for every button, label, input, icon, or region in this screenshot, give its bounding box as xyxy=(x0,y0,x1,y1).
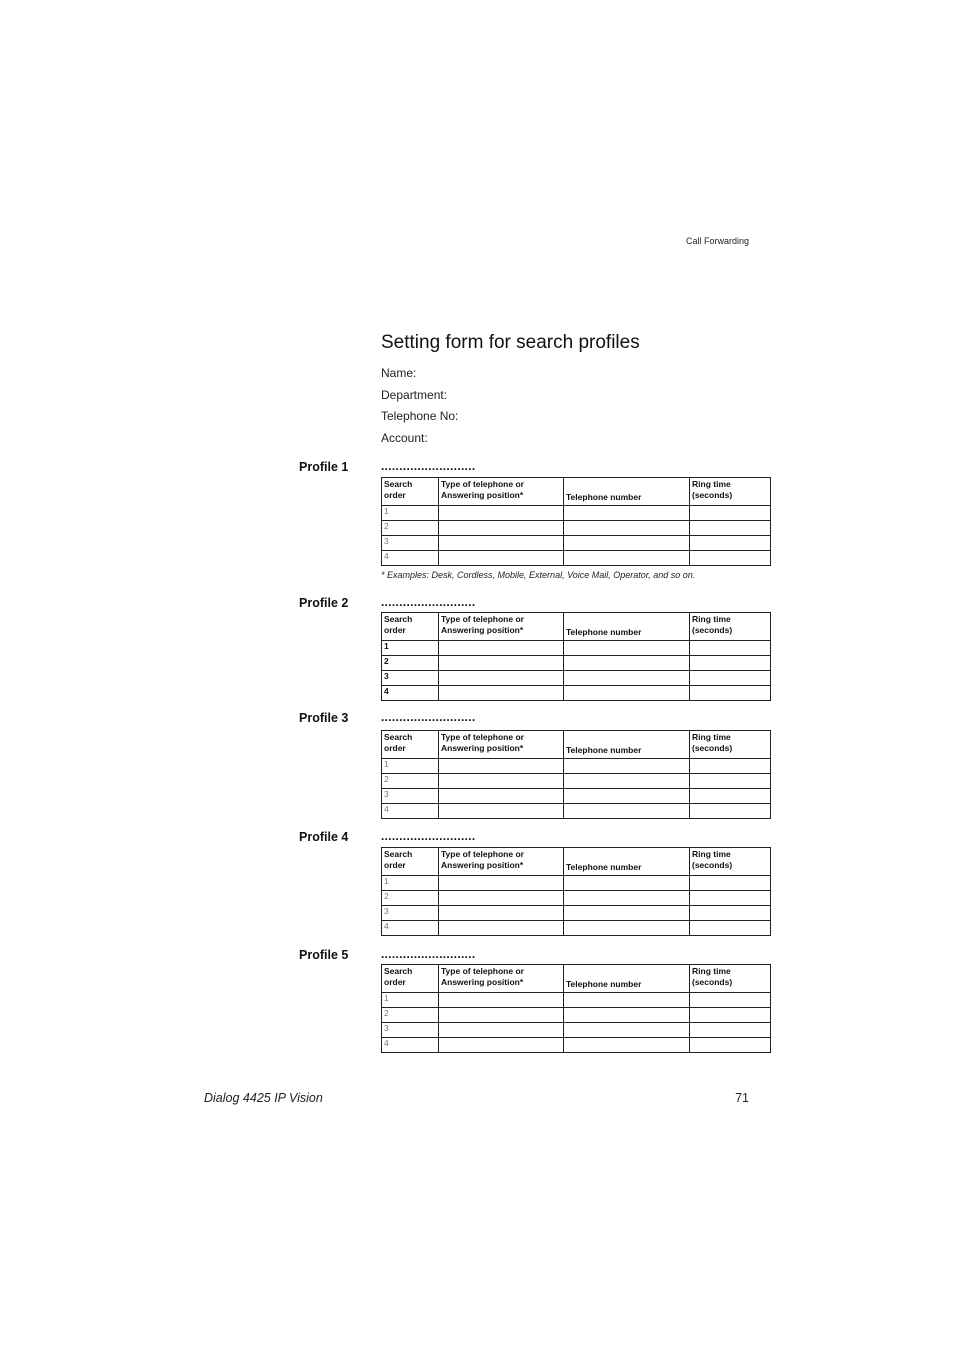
table-row xyxy=(382,506,771,521)
profile-1-label: Profile 1 xyxy=(299,460,349,474)
profile-3-table xyxy=(381,730,771,819)
ring-time-header: Ring time (seconds) xyxy=(690,478,771,506)
footer-product-name: Dialog 4425 IP Vision xyxy=(204,1091,323,1105)
row-number: 2 xyxy=(382,656,439,671)
footer-page-number: 71 xyxy=(735,1091,749,1105)
type-header: Type of telephone or Answering position* xyxy=(439,731,564,759)
telephone-cell[interactable] xyxy=(564,686,690,701)
row-number: 2 xyxy=(382,1008,439,1023)
table-row xyxy=(382,1038,771,1053)
table-row xyxy=(382,921,771,936)
table-row xyxy=(382,521,771,536)
row-number: 4 xyxy=(382,686,439,701)
type-cell[interactable] xyxy=(439,656,564,671)
row-number: 2 xyxy=(382,521,439,536)
telephone-number-header: Telephone number xyxy=(564,613,690,641)
table-header-row xyxy=(382,965,771,993)
ring-time-cell[interactable] xyxy=(690,789,771,804)
ring-time-cell[interactable] xyxy=(690,804,771,819)
telephone-cell[interactable] xyxy=(564,891,690,906)
type-header: Type of telephone or Answering position* xyxy=(439,848,564,876)
search-order-header: Search order xyxy=(382,848,439,876)
search-order-header: Search order xyxy=(382,731,439,759)
telephone-number-header: Telephone number xyxy=(564,965,690,993)
table-row xyxy=(382,656,771,671)
telephone-cell[interactable] xyxy=(564,506,690,521)
row-number: 1 xyxy=(382,506,439,521)
table-row xyxy=(382,891,771,906)
ring-time-cell[interactable] xyxy=(690,774,771,789)
row-number: 3 xyxy=(382,906,439,921)
ring-time-header: Ring time (seconds) xyxy=(690,965,771,993)
type-cell[interactable] xyxy=(439,891,564,906)
type-cell[interactable] xyxy=(439,506,564,521)
telephone-cell[interactable] xyxy=(564,774,690,789)
type-header: Type of telephone or Answering position* xyxy=(439,613,564,641)
type-cell[interactable] xyxy=(439,921,564,936)
table-row xyxy=(382,671,771,686)
row-number: 3 xyxy=(382,789,439,804)
footnote: * Examples: Desk, Cordless, Mobile, External, Voice Mail, Operator, and so on. xyxy=(381,570,696,580)
ring-time-cell[interactable] xyxy=(690,521,771,536)
row-number: 3 xyxy=(382,671,439,686)
ring-time-cell[interactable] xyxy=(690,1008,771,1023)
telephone-cell[interactable] xyxy=(564,671,690,686)
telephone-cell[interactable] xyxy=(564,1008,690,1023)
type-cell[interactable] xyxy=(439,789,564,804)
profile-2-table xyxy=(381,612,771,701)
type-cell[interactable] xyxy=(439,906,564,921)
type-header: Type of telephone or Answering position* xyxy=(439,478,564,506)
type-cell[interactable] xyxy=(439,759,564,774)
row-number: 4 xyxy=(382,921,439,936)
telephone-number-header: Telephone number xyxy=(564,731,690,759)
table-row xyxy=(382,774,771,789)
telephone-number-header: Telephone number xyxy=(564,478,690,506)
row-number: 1 xyxy=(382,759,439,774)
table-row xyxy=(382,551,771,566)
type-cell[interactable] xyxy=(439,521,564,536)
ring-time-cell[interactable] xyxy=(690,993,771,1008)
table-row xyxy=(382,641,771,656)
row-number: 1 xyxy=(382,641,439,656)
ring-time-cell[interactable] xyxy=(690,759,771,774)
profile-4-label: Profile 4 xyxy=(299,830,349,844)
telephone-cell[interactable] xyxy=(564,1023,690,1038)
telephone-cell[interactable] xyxy=(564,993,690,1008)
profile-3-label: Profile 3 xyxy=(299,711,349,725)
table-row xyxy=(382,759,771,774)
telephone-cell[interactable] xyxy=(564,641,690,656)
telephone-cell[interactable] xyxy=(564,759,690,774)
ring-time-cell[interactable] xyxy=(690,656,771,671)
type-cell[interactable] xyxy=(439,1008,564,1023)
ring-time-cell[interactable] xyxy=(690,641,771,656)
section-header: Call Forwarding xyxy=(685,236,749,246)
table-row xyxy=(382,536,771,551)
type-cell[interactable] xyxy=(439,876,564,891)
ring-time-cell[interactable] xyxy=(690,536,771,551)
account-field-label: Account: xyxy=(381,431,428,445)
search-order-header: Search order xyxy=(382,478,439,506)
ring-time-cell[interactable] xyxy=(690,686,771,701)
type-cell[interactable] xyxy=(439,536,564,551)
name-field-label: Name: xyxy=(381,366,417,380)
telephone-no-field-label: Telephone No: xyxy=(381,409,459,423)
telephone-cell[interactable] xyxy=(564,1038,690,1053)
table-row xyxy=(382,686,771,701)
ring-time-cell[interactable] xyxy=(690,1023,771,1038)
telephone-cell[interactable] xyxy=(564,521,690,536)
telephone-number-header: Telephone number xyxy=(564,848,690,876)
ring-time-cell[interactable] xyxy=(690,891,771,906)
table-header-row xyxy=(382,848,771,876)
table-row xyxy=(382,1008,771,1023)
table-row xyxy=(382,1023,771,1038)
ring-time-cell[interactable] xyxy=(690,906,771,921)
table-row xyxy=(382,993,771,1008)
ring-time-header: Ring time (seconds) xyxy=(690,848,771,876)
table-row xyxy=(382,789,771,804)
telephone-cell[interactable] xyxy=(564,804,690,819)
profile-5-label: Profile 5 xyxy=(299,948,349,962)
ring-time-header: Ring time (seconds) xyxy=(690,613,771,641)
type-cell[interactable] xyxy=(439,1038,564,1053)
type-cell[interactable] xyxy=(439,686,564,701)
profile-1-name-dots: .......................... xyxy=(381,459,476,473)
profile-2-label: Profile 2 xyxy=(299,596,349,610)
ring-time-header: Ring time (seconds) xyxy=(690,731,771,759)
type-header: Type of telephone or Answering position* xyxy=(439,965,564,993)
telephone-cell[interactable] xyxy=(564,906,690,921)
profile-3-name-dots: .......................... xyxy=(381,710,476,724)
table-row xyxy=(382,906,771,921)
telephone-cell[interactable] xyxy=(564,789,690,804)
ring-time-cell[interactable] xyxy=(690,876,771,891)
page-title: Setting form for search profiles xyxy=(381,332,640,353)
ring-time-cell[interactable] xyxy=(690,551,771,566)
table-header-row xyxy=(382,731,771,759)
telephone-cell[interactable] xyxy=(564,656,690,671)
row-number: 2 xyxy=(382,891,439,906)
ring-time-cell[interactable] xyxy=(690,671,771,686)
row-number: 4 xyxy=(382,1038,439,1053)
profile-5-name-dots: .......................... xyxy=(381,947,476,961)
profile-5-table xyxy=(381,964,771,1053)
row-number: 3 xyxy=(382,1023,439,1038)
row-number: 1 xyxy=(382,993,439,1008)
telephone-cell[interactable] xyxy=(564,551,690,566)
ring-time-cell[interactable] xyxy=(690,921,771,936)
row-number: 3 xyxy=(382,536,439,551)
ring-time-cell[interactable] xyxy=(690,1038,771,1053)
search-order-header: Search order xyxy=(382,965,439,993)
profile-4-name-dots: .......................... xyxy=(381,829,476,843)
profile-2-name-dots: .......................... xyxy=(381,595,476,609)
row-number: 4 xyxy=(382,551,439,566)
table-header-row xyxy=(382,613,771,641)
table-row xyxy=(382,876,771,891)
department-field-label: Department: xyxy=(381,388,448,402)
table-row xyxy=(382,804,771,819)
row-number: 4 xyxy=(382,804,439,819)
profile-4-table xyxy=(381,847,771,936)
type-cell[interactable] xyxy=(439,1023,564,1038)
table-header-row xyxy=(382,478,771,506)
type-cell[interactable] xyxy=(439,804,564,819)
type-cell[interactable] xyxy=(439,671,564,686)
profile-1-table xyxy=(381,477,771,566)
telephone-cell[interactable] xyxy=(564,876,690,891)
telephone-cell[interactable] xyxy=(564,536,690,551)
row-number: 1 xyxy=(382,876,439,891)
search-order-header: Search order xyxy=(382,613,439,641)
telephone-cell[interactable] xyxy=(564,921,690,936)
type-cell[interactable] xyxy=(439,551,564,566)
ring-time-cell[interactable] xyxy=(690,506,771,521)
type-cell[interactable] xyxy=(439,993,564,1008)
row-number: 2 xyxy=(382,774,439,789)
type-cell[interactable] xyxy=(439,641,564,656)
type-cell[interactable] xyxy=(439,774,564,789)
